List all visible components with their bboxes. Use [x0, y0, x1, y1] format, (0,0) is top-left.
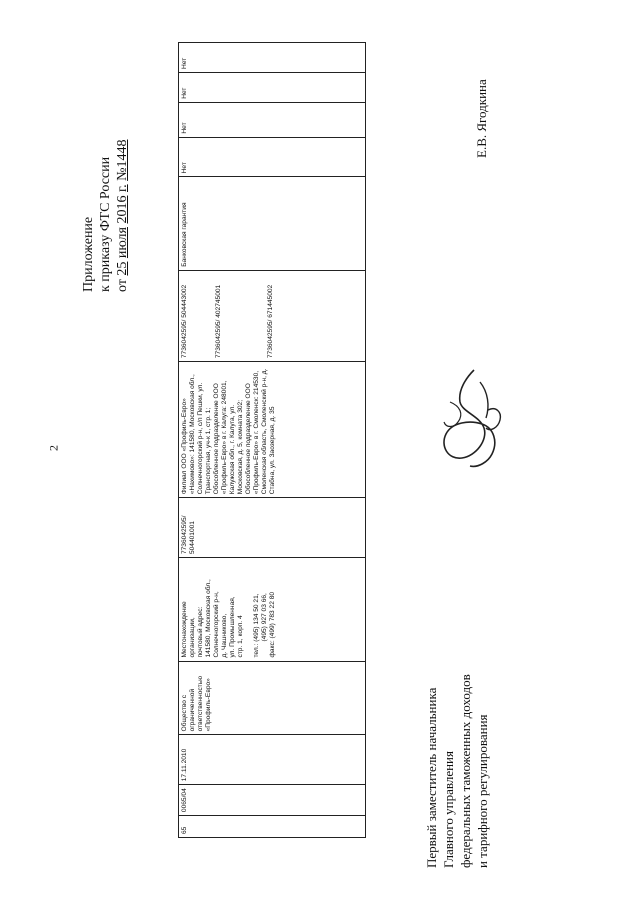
signature-image — [430, 362, 510, 482]
address-line: ул. Промышленная, — [229, 596, 236, 658]
cell-reg-number: 0065/04 — [179, 785, 366, 816]
cell-address — [179, 558, 366, 662]
signer-line-2: Главного управления — [441, 751, 456, 868]
cell-col-b: Нет — [179, 102, 366, 137]
branch-code: 7736042595/ 504443002 — [181, 284, 188, 359]
cell-date: 17.11.2010 — [179, 735, 366, 785]
address-line: тел.: (495) 134 50 21, — [253, 593, 260, 658]
cell-org-name: Общество с ограниченной ответственностью «Профиль-Евро» — [179, 661, 366, 735]
cell-col-c: Нет — [179, 72, 366, 102]
appendix-number: №1448 — [115, 139, 130, 181]
address-line: (495) 927 03 66, — [261, 593, 268, 642]
address-line: Местонахождение организации, — [181, 601, 196, 658]
appendix-date-line — [114, 140, 131, 293]
appendix-prefix: от — [115, 279, 130, 292]
signer-name: Е.В. Ягодкина — [474, 79, 489, 158]
address-line: д. Чашниково, — [221, 613, 228, 658]
signer-line-1: Первый заместитель начальника — [424, 687, 439, 868]
appendix-year: 2016 — [115, 195, 130, 224]
address-line: стр. 1, корп. 4 — [237, 615, 244, 658]
address-line: 141580, Московская обл., — [205, 579, 212, 658]
branch-entry: Обособленное подразделение ООО «Профиль-Евро» в г. Смоленск: 214530, Смоленская область, Смоленский р-н, д. Стабна, ул. Заозерная, д. 35 — [245, 368, 276, 495]
appendix-line-1: Приложение — [81, 216, 96, 292]
page-number: 2 — [46, 445, 61, 451]
cell-inn-kpp: 7736042595/ 504401001 — [179, 498, 366, 558]
appendix-year-suffix: г. — [115, 184, 130, 193]
cell-col-d: Нет — [179, 43, 366, 73]
appendix-day: 25 — [115, 261, 130, 276]
appendix-month: июля — [115, 227, 130, 259]
address-line: почтовый адрес: — [197, 606, 204, 658]
cell-index: 65 — [179, 816, 366, 838]
appendix-header — [80, 140, 131, 293]
branch-code: 7736042595/ 402745001 — [215, 284, 222, 359]
cell-col-a: Нет — [179, 137, 366, 177]
address-line — [245, 561, 253, 658]
cell-security: Банковская гарантия — [179, 177, 366, 270]
branch-entry: Филиал ООО «Профиль-Евро» «Нахимово»: 141580, Московская обл., Солнечногорский р-н, с/п Пешки, ул. Транспортная, уч-к 1, стр. 1; — [181, 374, 212, 495]
signer-title — [423, 674, 491, 868]
address-line: факс: (499) 783 22 80 — [269, 591, 276, 658]
appendix-line-2: к приказу ФТС России — [98, 156, 113, 292]
cell-branch-codes — [179, 270, 366, 361]
register-table — [178, 42, 366, 838]
table-row — [179, 43, 366, 838]
address-line: Солнечногорский р-н, — [213, 591, 220, 658]
signer-line-4: и тарифного регулирования — [475, 714, 490, 868]
signer-line-3: федеральных таможенных доходов — [458, 674, 473, 868]
branch-code: 7736042595/ 671445002 — [267, 284, 274, 359]
cell-branches — [179, 362, 366, 498]
branch-entry: Обособленное подразделение ООО «Профиль-Евро» в г. Калуга: 248001, Калужская обл., г. Калуга, ул. Московская, д. 5, комната 302; — [213, 380, 244, 495]
